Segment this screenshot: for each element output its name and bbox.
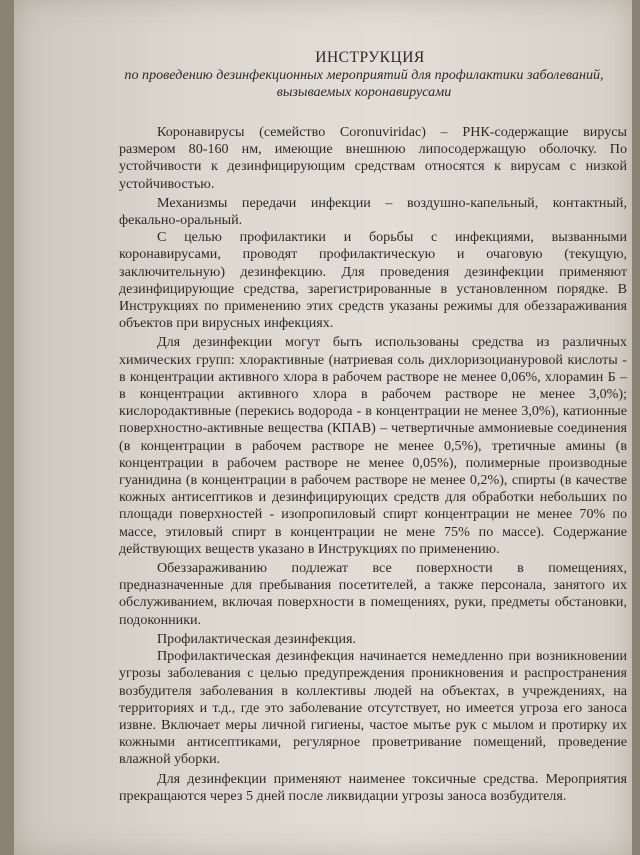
paper-sheet <box>14 0 632 855</box>
paragraph-chemical-groups: Для дезинфекции могут быть использованы средства из различных химических групп: хлорактивные (натриевая соль дихлоризоциануровой кислоты - в концентрации активного хлора в рабочем растворе не менее 0,06%, хлорамин Б – в концентрации активного хлора в рабочем растворе не менее 3,0%); кислородактивные (перекись водорода - в концентрации не менее 3,0%), катионные поверхностно-активные вещества (КПАВ) – четвертичные аммониевые соединения (в концентрации в рабочем растворе не менее 0,5%), третичные амины (в концентрации в рабочем растворе не менее 0,05%), полимерные производные гуанидина (в концентрации в рабочем растворе не менее 0,2%), спирты (в качестве кожных антисептиков и дезинфицирующих средств для обработки небольших по площади поверхностей - изопропиловый спирт концентрации не менее 70% по массе, этиловый спирт в концентрации не мене 75% по массе). Содержание действующих веществ указано в Инструкциях по применению. <box>119 334 627 557</box>
instruction-document <box>119 48 627 805</box>
document-body <box>119 124 627 805</box>
paragraph-prophylactic-disinfection: Профилактическая дезинфекция начинается немедленно при возникновении угрозы заболевания с целью предупреждения проникновения и распространения возбудителя заболевания в коллективы людей на объектах, в учреждениях, на территориях и т.д., где это заболевание отсутствует, но имеется угроза его заноса извне. Включает меры личной гигиены, частое мытье рук с мылом и протирку их кожными антисептиками, регулярное проветривание помещений, проведение влажной уборки. <box>119 648 627 768</box>
document-title: ИНСТРУКЦИЯ <box>315 49 425 66</box>
paragraph-surfaces: Обеззараживанию подлежат все поверхности в помещениях, предназначенные для пребывания посетителей, а также персонала, занятого их обслуживанием, включая поверхности в помещениях, руки, предметы обстановки, подоконники. <box>119 560 627 628</box>
paragraph-least-toxic: Для дезинфекции применяют наименее токсичные средства. Мероприятия прекращаются через 5 дней после ликвидации угрозы заноса возбудителя. <box>119 770 627 804</box>
paragraph-disinfection-types: С целью профилактики и борьбы с инфекциями, вызванными коронавирусами, проводят профилактическую и очаговую (текущую, заключительную) дезинфекцию. Для проведения дезинфекции применяют дезинфицирующие средства, зарегистрированные в установленном порядке. В Инструкциях по применению этих средств указаны режимы для обеззараживания объектов при вирусных инфекциях. <box>119 229 627 332</box>
document-subtitle-line-2: вызываемых коронавирусами <box>276 84 452 100</box>
paragraph-heading-prophylactic: Профилактическая дезинфекция. <box>157 630 357 647</box>
paragraph-transmission: Механизмы передачи инфекции – воздушно-капельный, контактный, фекально-оральный. <box>119 194 627 229</box>
paragraph-coronaviruses: Коронавирусы (семейство Coronuviridac) – РНК-содержащие вирусы размером 80-160 нм, имеющие внешнюю липосодержащую оболочку. По устойчивости к дезинфицирующим средствам относятся к вирусам с низкой устойчивостью. <box>119 124 627 192</box>
document-subtitle-line-1: по проведению дезинфекционных мероприятий для профилактики заболеваний, <box>124 67 604 83</box>
